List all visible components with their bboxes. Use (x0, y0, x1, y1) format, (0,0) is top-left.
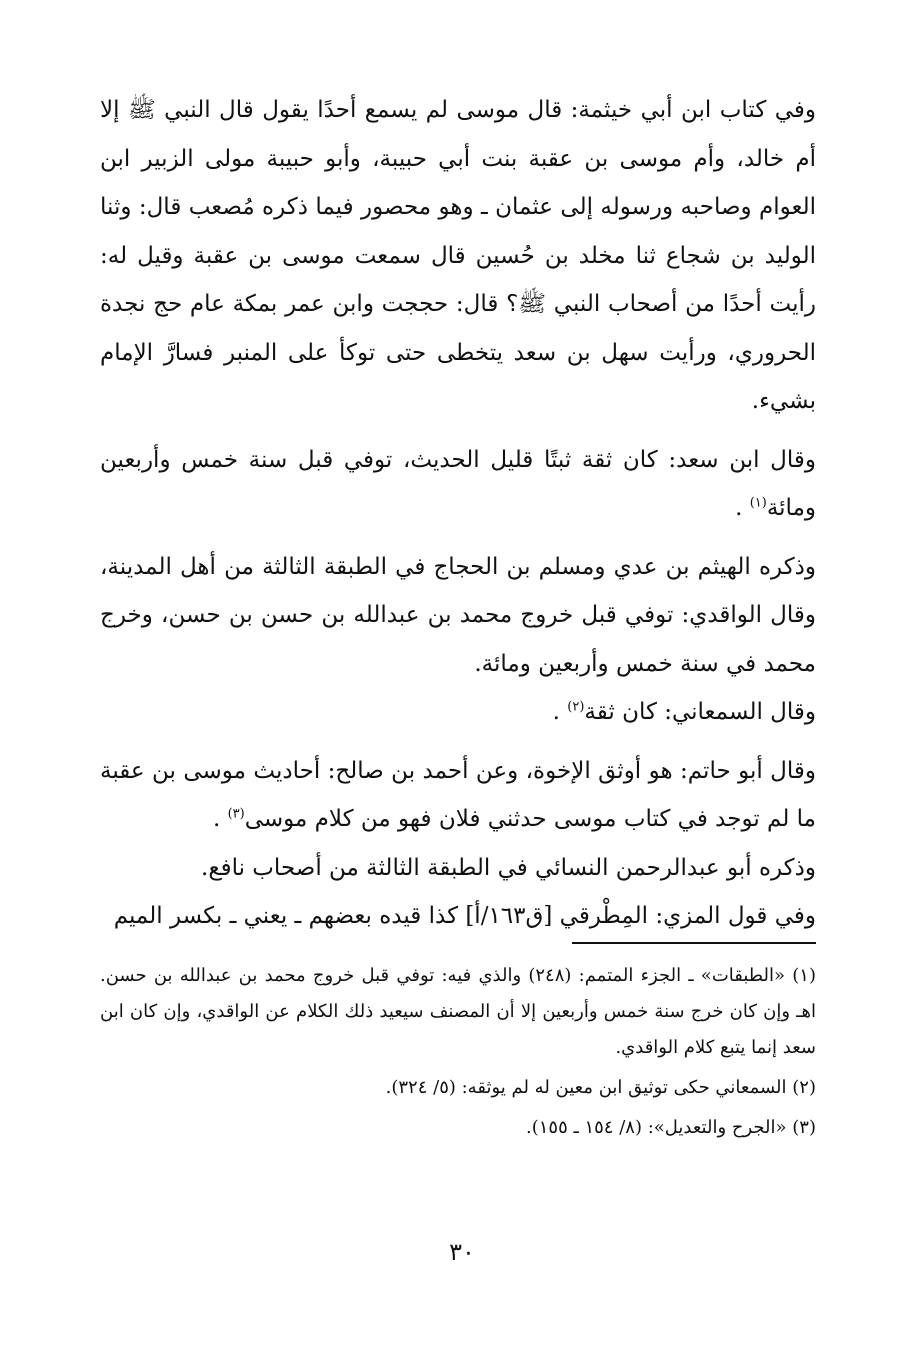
footnotes (100, 958, 816, 1150)
paragraph-nasai (100, 844, 816, 893)
paragraph-text: وفي قول المزي: المِطْرقي [ق١٦٣/أ] كذا قيده بعضهم ـ يعني ـ بكسر الميم (113, 903, 816, 929)
paragraph-text: وقال ابن سعد: كان ثقة ثبتًا قليل الحديث، توفي قبل سنة خمس وأربعين ومائة (100, 446, 816, 521)
paragraph-end: . (552, 699, 568, 725)
paragraph-musa-hearing (100, 86, 816, 426)
page-number: ٣٠ (449, 1238, 475, 1266)
paragraph-end: . (212, 806, 228, 832)
paragraph-text: وقال السمعاني: كان ثقة (584, 699, 816, 725)
footnote-reference[interactable]: (٢) (567, 699, 585, 715)
paragraph-text: وفي كتاب ابن أبي خيثمة: قال موسى لم يسمع أحدًا يقول قال النبي ﷺ إلا أم خالد، وأم موسى بن عقبة بنت أبي حبيبة، وأبو حبيبة مولى الزبير ابن العوام وصاحبه ورسوله إلى عثمان ـ وهو محصور فيما ذكره مُصعب قال: وثنا الوليد بن شجاع ثنا مخلد بن حُسين قال سمعت موسى بن عقبة وقيل له: رأيت أحدًا من أصحاب النبي ﷺ؟ قال: حججت وابن عمر بمكة عام حج نجدة الحروري، ورأيت سهل بن سعد يتخطى حتى توكأ على المنبر فسارَّ الإمام بشيء. (100, 97, 816, 414)
footnote-reference[interactable]: (١) (749, 495, 767, 511)
paragraph-haytham (100, 543, 816, 689)
paragraph-text: وذكره أبو عبدالرحمن النسائي في الطبقة الثالثة من أصحاب نافع. (201, 854, 816, 881)
paragraph-end: . (735, 495, 750, 521)
footnote-2: (٢) السمعاني حكى توثيق ابن معين له لم يوثقه: (٥/ ٣٢٤). (385, 1077, 816, 1098)
footnote-divider (572, 942, 816, 944)
footnote-3: (٣) «الجرح والتعديل»: (٨/ ١٥٤ ـ ١٥٥). (525, 1117, 816, 1138)
footnote-reference[interactable]: (٣) (227, 806, 245, 822)
paragraph-abu-hatim (100, 747, 816, 844)
main-text (100, 86, 816, 941)
paragraph-text: وذكره الهيثم بن عدي ومسلم بن الحجاج في الطبقة الثالثة من أهل المدينة، وقال الواقدي: توفي قبل خروج محمد بن عبدالله بن حسن بن حسن، وخرج محمد في سنة خمس وأربعين ومائة. (100, 553, 816, 677)
paragraph-samani (100, 688, 816, 737)
footnote-1: (١) «الطبقات» ـ الجزء المتمم: (٢٤٨) والذي فيه: توفي قبل خروج محمد بن عبدالله بن حسن. اهـ وإن كان خرج سنة خمس وأربعين إلا أن المصنف سيعيد ذلك الكلام عن الواقدي، وإن كان ابن سعد إنما يتبع كلام الواقدي. (100, 965, 816, 1058)
paragraph-text: وقال أبو حاتم: هو أوثق الإخوة، وعن أحمد بن صالح: أحاديث موسى بن عقبة ما لم توجد في كتاب موسى حدثني فلان فهو من كلام موسى (100, 757, 816, 832)
paragraph-ibn-saad (100, 436, 816, 533)
paragraph-mizzi (100, 892, 816, 941)
